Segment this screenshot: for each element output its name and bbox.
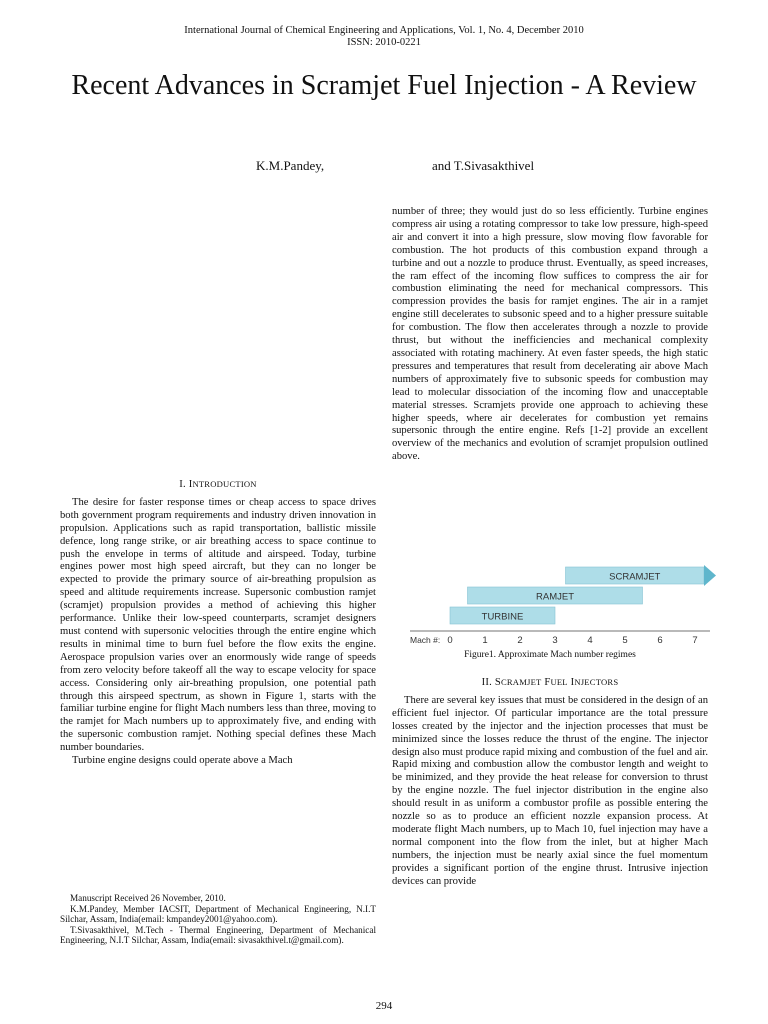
section-2-word-3-initial: I bbox=[570, 677, 575, 688]
author-1: K.M.Pandey, bbox=[256, 158, 325, 173]
mach-tick-6: 6 bbox=[657, 635, 663, 646]
mach-tick-2: 2 bbox=[517, 635, 523, 646]
mach-tick-4: 4 bbox=[587, 635, 593, 646]
section-2-heading bbox=[392, 676, 708, 690]
injector-paragraph: There are several key issues that must be considered in the design of an efficient fuel injector. Of particular importance are the total pressure losses created by the injector and the injection processes that must be minimized since the losses reduce the thrust of the engine. The injector design also must produce rapid mixing and combustion of the fuel and air. Rapid mixing and combustion allow the combustor length and weight to be minimized, and they provide the heat release for conversion to thrust by the engine nozzle. The fuel injector distribution in the engine also should result in as uniform a combustor profile as possible entering the nozzle so as to produce an efficient nozzle expansion process. At moderate flight Mach numbers, up to Mach 10, fuel injection may have a normal component into the flow from the inlet, but at higher Mach numbers, the injection must be nearly axial since the fuel momentum provides a significant portion of the engine thrust. Intrusive injection devices can provide bbox=[392, 694, 708, 887]
section-1-number: I. bbox=[179, 479, 186, 490]
journal-issn: ISSN: 2010-0221 bbox=[347, 37, 421, 48]
section-1-heading bbox=[60, 478, 376, 492]
mach-tick-0: 0 bbox=[447, 635, 453, 646]
footnote-author-2: T.Sivasakthivel, M.Tech - Thermal Engineering, Department of Mechanical Engineering, N.I.T Silchar, Assam, India(email: sivasakthivel.t@gmail.com). bbox=[60, 924, 376, 946]
figure-1-caption: Figure1. Approximate Mach number regimes bbox=[464, 650, 636, 660]
regime-label-ramjet: RAMJET bbox=[536, 591, 574, 603]
footnote-author-1: K.M.Pandey, Member IACSIT, Department of Mechanical Engineering, N.I.T Silchar, Assam, India(email: kmpandey2001@yahoo.com). bbox=[60, 903, 376, 925]
right-column-bottom bbox=[392, 676, 708, 889]
footnote-manuscript: Manuscript Received 26 November, 2010. bbox=[70, 893, 226, 903]
section-2-word-2-initial: F bbox=[544, 677, 551, 688]
regime-label-turbine: TURBINE bbox=[481, 611, 524, 623]
mach-tick-3: 3 bbox=[552, 635, 558, 646]
author-2: and T.Sivasakthivel bbox=[432, 158, 535, 173]
section-2-number: II. bbox=[481, 677, 492, 688]
journal-citation: International Journal of Chemical Engineering and Applications, Vol. 1, No. 4, December 2010 bbox=[184, 25, 584, 36]
footnotes bbox=[60, 893, 376, 946]
left-column bbox=[60, 478, 376, 768]
section-1-title-rest: NTRODUCTION bbox=[192, 479, 257, 489]
section-2-word-1-rest: CRAMJET bbox=[500, 677, 542, 687]
intro-paragraph-2: Turbine engine designs could operate above a Mach bbox=[72, 755, 293, 767]
mach-tick-7: 7 bbox=[692, 635, 698, 646]
section-2-word-1-initial: S bbox=[494, 677, 501, 688]
journal-header bbox=[0, 25, 768, 49]
mach-tick-5: 5 bbox=[622, 635, 628, 646]
paper-title: Recent Advances in Scramjet Fuel Injection - A Review bbox=[71, 70, 697, 101]
regime-arrow-head bbox=[704, 565, 716, 586]
mach-axis-label: Mach #: bbox=[410, 635, 441, 645]
section-2-word-3-rest: NJECTORS bbox=[574, 677, 619, 687]
section-1-title-initial: I bbox=[188, 479, 193, 490]
mach-tick-1: 1 bbox=[482, 635, 488, 646]
right-column-top bbox=[392, 206, 708, 464]
page-number: 294 bbox=[375, 1000, 393, 1012]
intro-paragraph-1: The desire for faster response times or cheap access to space drives both government program requirements and industry driven innovation in propulsion. Applications such as rapid transportation, ballistic missile defence, long range strike, or air breathing access to space continue to push the envelope in terms of altitude and airspeed. Today, turbine engines power most high speed aircraft, but they can no longer be expected to provide the primary source of air-breathing propulsion as speed and altitude requirements increase. Supersonic combustion ramjet (scramjet) propulsion provides a method of achieving this higher performance. Unlike their low-speed counterparts, scramjet designers must contend with supersonic velocities through the entire engine which results in minimal time to burn fuel before the flow exits the engine. Aerospace propulsion varies over an enormously wide range of speeds from zero velocity before takeoff all the way to escape velocity for space access. Considering only air-breathing propulsion, one potential path through this airspeed spectrum, as shown in Figure 1, starts with the familiar turbine engine for flight Mach numbers less than three, moving to the ramjet for Mach numbers up to approximately five, and ending with the supersonic combustion ramjet. Nothing special defines these Mach number boundaries. bbox=[60, 496, 376, 754]
right-intro-paragraph: number of three; they would just do so less efficiently. Turbine engines compress air using a rotating compressor to take low pressure, high-speed air and convert it into a high pressure, slow moving flow favorable for combustion. The hot products of this combustion expand through a turbine and out a nozzle to produce thrust. Eventually, as speed increases, the ram effect of the incoming flow suffices to compress the air for combustion eliminating the need for mechanical compressors. This compression provides the basis for ramjet engines. The air in a ramjet engine still decelerates to subsonic speed and to a higher pressure suitable for combustion. The flow then accelerates through a nozzle to provide thrust, but without the inefficiencies and mechanical complexity associated with rotating machinery. At even faster speeds, the high static pressures and temperatures that result from decelerating air above Mach numbers of approximately five to subsonic speeds for combustion may lead to molecular dissociation of the incoming flow and unacceptable material stresses. Scramjets provide one approach to achieving these higher speeds, where air decelerates for combustion yet remains supersonic through the entire engine. Refs [1-2] provide an excellent overview of the mechanics and evolution of scramjet propulsion outlined above. bbox=[392, 206, 708, 463]
section-2-word-2-rest: UEL bbox=[550, 677, 568, 687]
regime-label-scramjet: SCRAMJET bbox=[609, 571, 661, 583]
